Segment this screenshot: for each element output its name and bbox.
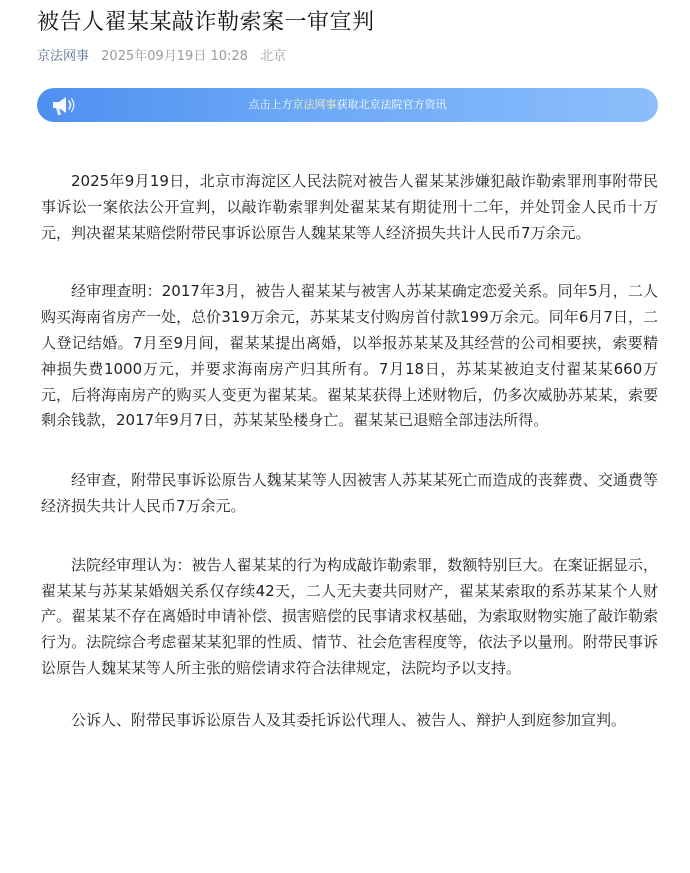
paragraph: 经审理查明：2017年3月，被告人翟某某与被害人苏某某确定恋爱关系。同年5月，二人购买海南省房产一处，总价319万余元，苏某某支付购房首付款199万余元。同年6月7日，二人登记结婚。7月至9月间，翟某某提出离婚，以举报苏某某及其经营的公司相要挟，索要精神损失费1000万元，并要求海南房产归其所有。7月18日，苏某某被迫支付翟某某660万元，后将海南房产的购买人变更为翟某某。翟某某获得上述财物后，仍多次威胁苏某某，索要剩余钱款，2017年9月7日，苏某某坠楼身亡。翟某某已退赔全部违法所得。 — [41, 282, 658, 430]
paragraph: 2025年9月19日，北京市海淀区人民法院对被告人翟某某涉嫌犯敲诈勒索罪刑事附带民事诉讼一案依法公开宣判，以敲诈勒索罪判处翟某某有期徒刑十二年，并处罚金人民币十万元，判决翟某某赔偿附带民事诉讼原告人魏某某等人经济损失共计人民币7万余元。 — [41, 172, 658, 242]
article-body — [37, 169, 658, 734]
article-meta — [37, 47, 658, 67]
paragraph: 法院经审理认为：被告人翟某某的行为构成敲诈勒索罪，数额特别巨大。在案证据显示，翟某某与苏某某婚姻关系仅存续42天，二人无夫妻共同财产，翟某某索取的系苏某某个人财产。翟某某不存在离婚时申请补偿、损害赔偿的民事请求权基础，为索取财物实施了敲诈勒索行为。法院综合考虑翟某某犯罪的性质、情节、社会危害程度等，依法予以量刑。附带民事诉讼原告人魏某某等人所主张的赔偿请求符合法律规定，法院均予以支持。 — [41, 555, 658, 677]
banner-text-prefix: 点击上方 — [248, 98, 293, 111]
megaphone-icon — [47, 90, 77, 120]
banner-text-suffix: 获取北京法院官方资讯 — [336, 98, 447, 111]
paragraph: 公诉人、附带民事诉讼原告人及其委托诉讼代理人、被告人、辩护人到庭参加宣判。 — [71, 710, 627, 729]
paragraph: 经审查，附带民事诉讼原告人魏某某等人因被害人苏某某死亡而造成的丧葬费、交通费等经济损失共计人民币7万余元。 — [41, 471, 658, 515]
publish-location: 北京 — [260, 49, 287, 64]
follow-banner[interactable] — [37, 88, 658, 122]
publish-date: 2025年09月19日 10:28 — [101, 49, 248, 64]
account-name-link[interactable]: 京法网事 — [37, 49, 90, 64]
article-title: 被告人翟某某敲诈勒索案一审宣判 — [37, 10, 375, 35]
banner-account-name[interactable]: 京法网事 — [292, 98, 337, 111]
